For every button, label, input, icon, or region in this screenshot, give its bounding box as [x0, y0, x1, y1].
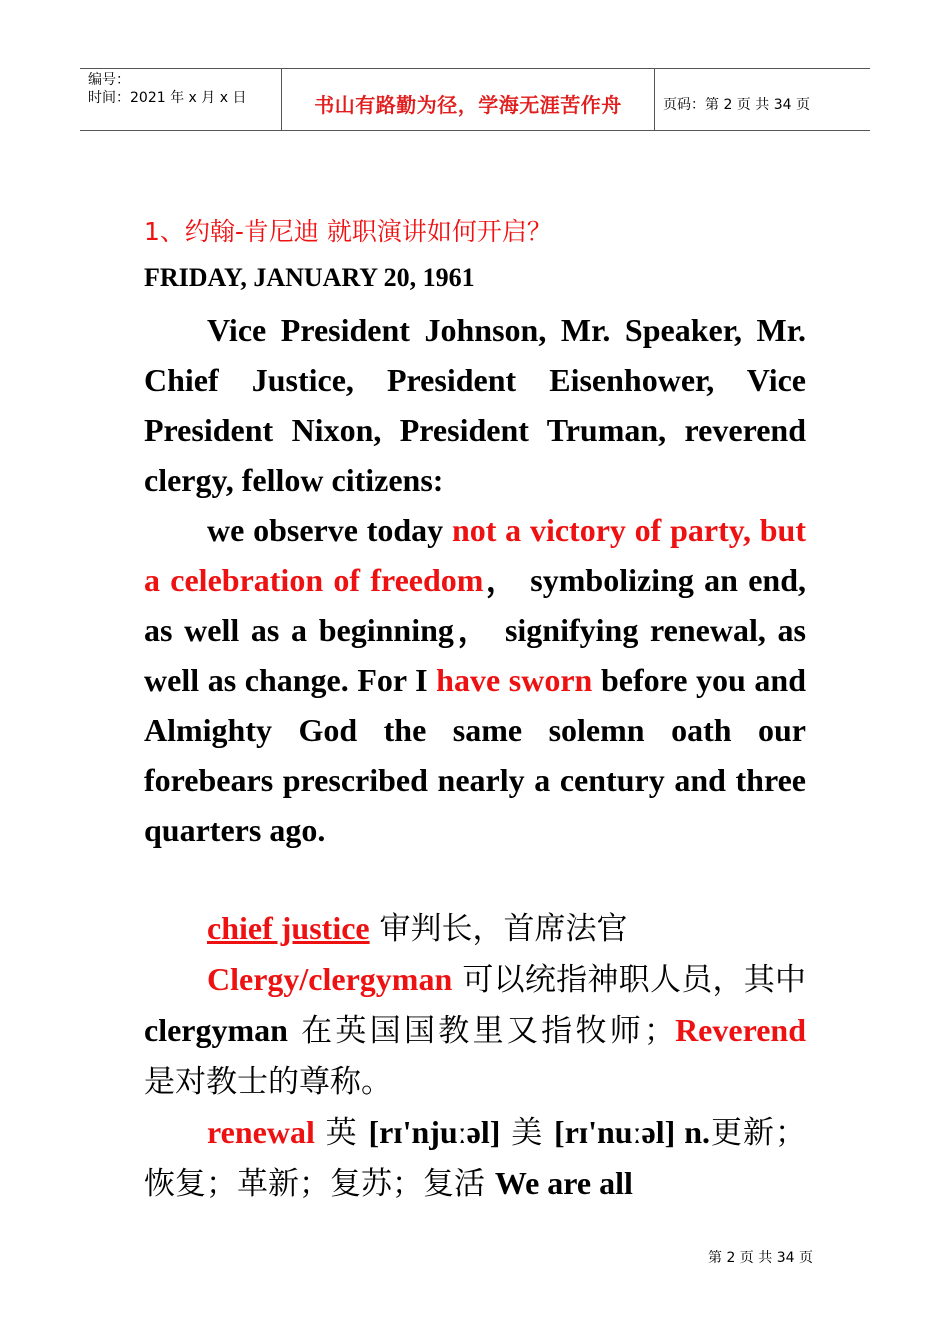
gloss-item	[144, 903, 806, 954]
paragraph-text: Vice President Johnson, Mr. Speaker, Mr. Chief Justice, President Eisenhower, Vice President Nixon, President Truman, reverend clergy, fellow citizens:	[144, 312, 806, 498]
text-span: before you and Almighty God the same solemn oath our forebears prescribed nearly a century and three quarters ago.	[144, 662, 807, 848]
highlight-phrase: not a victory of party, but a celebration of freedom	[144, 512, 807, 598]
text-span: ， symbolizing an end, as well as a beginning， signifying renewal, as well as change. For I	[144, 562, 806, 698]
gloss-definition: 可以统指神职人员，其中	[452, 962, 806, 998]
number-label: 编号：	[88, 72, 130, 88]
section-heading: 1、约翰-肯尼迪 就职演讲如何开启？	[144, 217, 552, 246]
highlight-phrase: have sworn	[436, 662, 593, 698]
gloss-item	[144, 954, 806, 1107]
header-page-info: 页码：第 2 页 共 34 页	[663, 96, 810, 113]
speech-date: FRIDAY, JANUARY 20, 1961	[144, 263, 475, 292]
page-header	[80, 68, 870, 131]
time-label: 时间：2021 年 x 月 x 日	[88, 90, 247, 106]
gloss-definition: 在英国国教里又指牧师；	[287, 1013, 676, 1049]
gloss-english: clergyman	[144, 1012, 288, 1048]
gloss-term: Clergy/clergyman	[207, 961, 453, 997]
vocabulary-notes	[144, 903, 806, 1209]
gloss-term: renewal	[207, 1114, 315, 1150]
speech-paragraph-1	[144, 305, 806, 505]
header-motto: 书山有路勤为径，学海无涯苦作舟	[282, 69, 655, 130]
speech-paragraph-2	[144, 505, 806, 855]
page-footer: 第 2 页 共 34 页	[708, 1250, 813, 1266]
gloss-term: Reverend	[675, 1012, 806, 1048]
gloss-definition: 英	[314, 1115, 369, 1151]
gloss-definition: 是对教士的尊称。	[144, 1064, 392, 1100]
text-span: we observe today	[207, 512, 452, 548]
gloss-term: chief justice	[207, 910, 370, 946]
gloss-definition: 审判长，首席法官	[369, 911, 628, 947]
gloss-item	[144, 1107, 806, 1209]
gloss-definition: 美	[500, 1115, 555, 1151]
gloss-phonetic: [rɪ'nuːəl] n.	[554, 1114, 711, 1150]
gloss-definition: 更新；恢复；革新；复苏；复活	[144, 1115, 807, 1202]
gloss-example: We are all	[494, 1165, 633, 1201]
gloss-phonetic: [rɪ'njuːəl]	[368, 1114, 501, 1150]
header-meta	[80, 69, 282, 130]
